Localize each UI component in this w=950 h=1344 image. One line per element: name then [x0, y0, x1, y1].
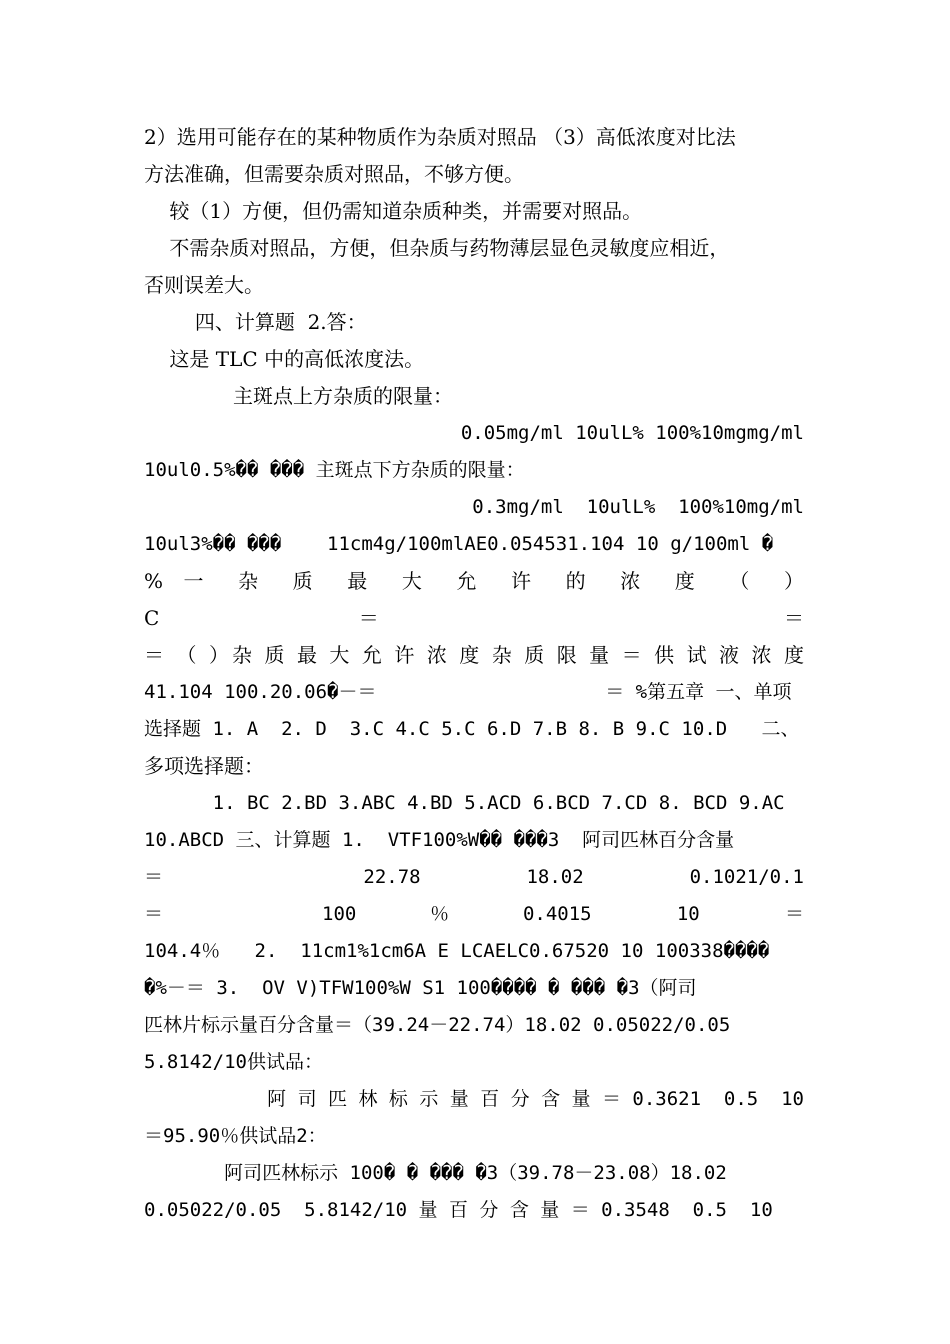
text-line: 1. BC 2.BD 3.ABC 4.BD 5.ACD 6.BCD 7.CD 8. BCD 9.AC — [144, 792, 785, 814]
text-line: 方法准确，但需要杂质对照品，不够方便。 — [144, 162, 524, 186]
text-line: �%－＝ 3. OV V)TFW100%W S1 100���� � ��� �3（阿司 — [144, 977, 697, 999]
text-line: 不需杂质对照品，方便，但杂质与药物薄层显色灵敏度应相近， — [144, 236, 730, 260]
text-line: 主斑点上方杂质的限量： — [144, 384, 454, 408]
text-line: 较（1）方便，但仍需知道杂质种类，并需要对照品。 — [144, 199, 643, 223]
text-line: ＝ （ ）杂 质 最 大 允 许 浓 度 杂 质 限 量 ＝ 供 试 液 浓 度 — [144, 643, 804, 667]
text-line: 阿司匹林标示 100� � ��� �3（39.78－23.08）18.02 — [144, 1162, 727, 1184]
text-line: % 一 杂 质 最 大 允 许 的 浓 度 （ ） — [144, 569, 804, 593]
text-line: 10ul0.5%�� ��� 主斑点下方杂质的限量： — [144, 459, 525, 481]
text-line: 104.4％ 2. 11cm1%1cm6A E LCAELC0.67520 10 100338���� — [144, 940, 770, 962]
text-line: ＝ 22.78 18.02 0.1021/0.1 — [144, 866, 804, 888]
text-line: 10ul3%�� ��� 11cm4g/100mlAE0.054531.104 10 g/100ml � — [144, 533, 774, 555]
text-line: 四、计算题 2.答： — [144, 310, 367, 334]
text-line: 选择题 1. A 2. D 3.C 4.C 5.C 6.D 7.B 8. B 9.C 10.D 二、 — [144, 718, 800, 740]
text-line: 0.05022/0.05 5.8142/10 量 百 分 含 量 ＝ 0.3548 0.5 10 — [144, 1199, 773, 1221]
text-line: 0.3mg/ml 10ulL% 100%10mg/ml — [472, 496, 804, 518]
text-line: 41.104 100.20.06�－＝ ＝ %第五章 一、单项 — [144, 681, 792, 703]
text-line: 10.ABCD 三、计算题 1. VTF100%W�� ���3 阿司匹林百分含量 — [144, 829, 735, 851]
text-line: 2）选用可能存在的某种物质作为杂质对照品 （3）高低浓度对比法 — [144, 125, 736, 149]
text-line: 这是 TLC 中的高低浓度法。 — [144, 347, 425, 371]
text-line: 阿 司 匹 林 标 示 量 百 分 含 量 ＝ 0.3621 0.5 10 — [267, 1088, 804, 1110]
text-line: 匹林片标示量百分含量＝（39.24－22.74）18.02 0.05022/0.05 — [144, 1014, 731, 1036]
text-line: 5.8142/10供试品： — [144, 1051, 323, 1073]
text-line: 多项选择题： — [144, 754, 264, 778]
text-line: 0.05mg/ml 10ulL% 100%10mgmg/ml — [460, 422, 804, 444]
text-line: ＝95.90％供试品2： — [144, 1125, 327, 1147]
text-line: 否则误差大。 — [144, 273, 264, 297]
text-line: ＝ 100％0.4015 10 ＝ — [144, 903, 804, 925]
text-line: C＝ ＝ — [144, 606, 804, 630]
